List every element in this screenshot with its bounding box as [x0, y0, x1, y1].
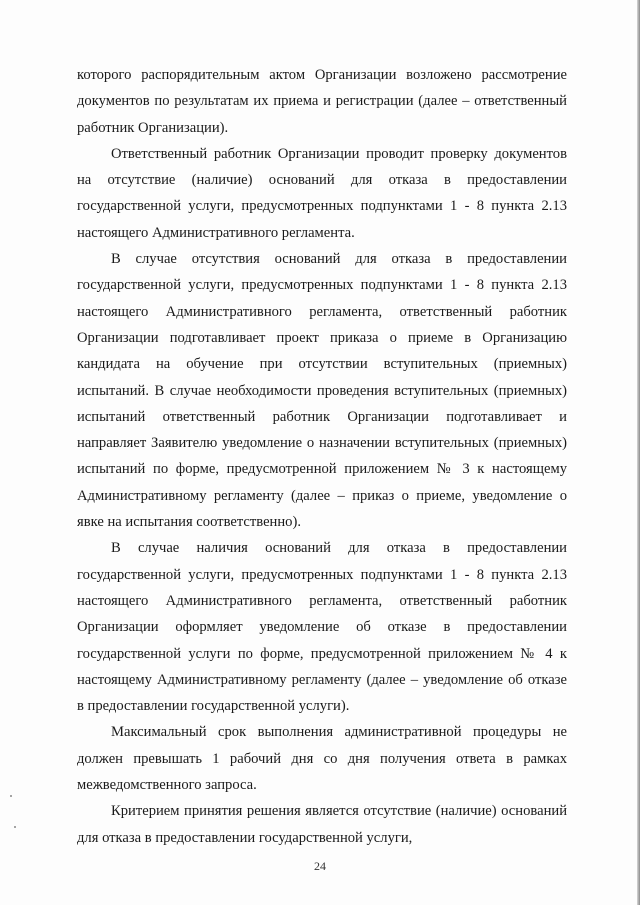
paragraph-continuation: которого распорядительным актом Организации возложено рассмотрение документов по результатам их приема и регистрации (далее – ответственный работник Организации).	[77, 67, 567, 136]
page-number: 24	[314, 859, 326, 873]
paragraph-no-grounds: В случае отсутствия оснований для отказа в предоставлении государственной услуги, предусмотренных подпунктами 1 - 8 пункта 2.13 настоящего Административного регламента, ответственный работник Организации подготавливает проект приказа о приеме в Организацию кандидата на обучение при отсутствии вступительных (приемных) испытаний. В случае необходимости проведения вступительных (приемных) испытаний ответственный работник Организации подготавливает и направляет Заявителю уведомление о назначении вступительных (приемных) испытаний по форме, предусмотренной приложением № 3 к настоящему Административному регламенту (далее – приказ о приеме, уведомление о явке на испытания соответственно).	[77, 251, 567, 531]
paragraph-document-check: Ответственный работник Организации проводит проверку документов на отсутствие (наличие) оснований для отказа в предоставлении государственной услуги, предусмотренных подпунктами 1 - 8 пункта 2.13 настоящего Административного регламента.	[77, 145, 567, 241]
paragraph-grounds-present: В случае наличия оснований для отказа в предоставлении государственной услуги, предусмотренных подпунктами 1 - 8 пункта 2.13 настоящего Административного регламента, ответственный работник Организации оформляет уведомление об отказе в предоставлении государственной услуги по форме, предусмотренной приложением № 4 к настоящему Административному регламенту (далее – уведомление об отказе в предоставлении государственной услуги).	[77, 540, 567, 715]
scan-speck	[14, 826, 16, 828]
document-body	[77, 62, 567, 851]
paragraph-max-term: Максимальный срок выполнения административной процедуры не должен превышать 1 рабочий дня со дня получения ответа в рамках межведомственного запроса.	[77, 724, 567, 794]
paragraph-decision-criterion: Критерием принятия решения является отсутствие (наличие) оснований для отказа в предоставлении государственной услуги,	[77, 803, 567, 846]
scan-speck	[10, 795, 12, 797]
